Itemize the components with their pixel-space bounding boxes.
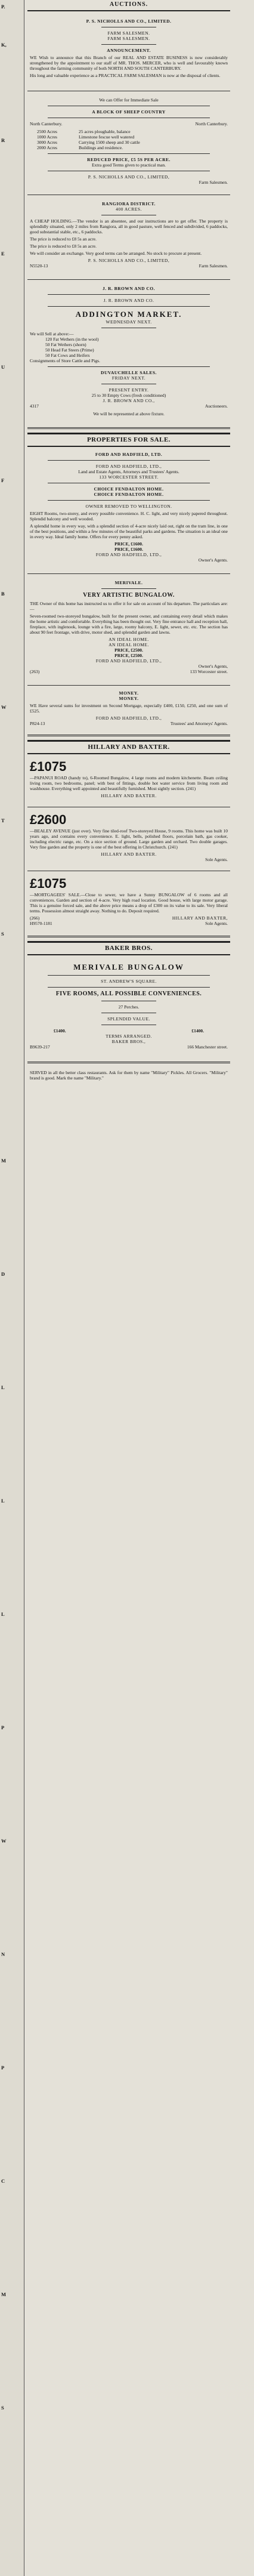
ad-body: Seven-roomed two-storeyed bungalow, built for the present owner, and containing every detail which makes the home artistic and comfortable. Everything has been thought out. Very fine entrance hall and reception hall, fireplace, with inglenook, lounge with a fire, large, roomy balcony, E. light, sewer, etc. etc. The section has about 90 feet frontage, with drive, motor shed, and splendid garden and lawns. — [30, 613, 228, 635]
firm-name: J. R. BROWN AND CO. — [103, 298, 154, 303]
left-gutter-column — [0, 0, 24, 2576]
gutter-fragment: F — [1, 477, 5, 483]
ad-subheading: ST. ANDREW'S SQUARE. — [101, 978, 157, 984]
ad-body: His long and valuable experience as a PRACTICAL FARM SALESMAN is now at the disposal of clients. — [30, 73, 221, 78]
price-line: PRICE, £1600. — [114, 546, 143, 552]
subheading: FARM SALESMEN. — [107, 36, 150, 41]
ad-body: —PAPANUI ROAD (handy to), 6-Roomed Bungalow, 4 large rooms and modern kitchenette. Beam ceiling living room, two bedrooms, panel; with best of fittings, double hot water service from living room and washhouse. Everything well appointed and beautifully furnished. Most sightly section. (241) — [30, 775, 228, 791]
ad-subheading: AN IDEAL HOME. — [109, 641, 149, 647]
gutter-fragment: W — [1, 704, 7, 710]
terms-line: Extra good Terms given to practical man. — [91, 162, 166, 168]
ad-heading: CHOICE FENDALTON HOME. — [94, 491, 164, 497]
price-line: PRICE, £2500. — [114, 647, 143, 653]
ad-reference: (266) — [30, 915, 40, 921]
sheep-country-ad — [27, 91, 230, 195]
signature-role: Farm Salesmen. — [199, 263, 228, 269]
section-size: 27 Perches. — [118, 1004, 140, 1010]
lot-item: 50 Fat Wethers (shorn) — [45, 341, 86, 347]
table-row: 2500 Acres 25 acres ploughable, balance — [37, 129, 131, 134]
signature-role: Sole Agents. — [205, 856, 228, 862]
firm-name: HILLARY AND BAXTER. — [101, 851, 157, 857]
ad-reference: (263) — [30, 668, 40, 674]
properties-banner: PROPERTIES FOR SALE. — [27, 433, 230, 447]
rangiora-ad — [27, 195, 230, 280]
ad-body: We will consider an exchange. Very good terms can be arranged. No stock to procure at present. — [30, 251, 202, 256]
ad-body: The price is reduced to £8 5s an acre. — [30, 236, 97, 242]
auction-column — [27, 0, 230, 1087]
sale-day: FRIDAY NEXT. — [111, 375, 146, 381]
signature-role: Farm Salesmen. — [199, 180, 228, 185]
firm-name: HILLARY AND BAXTER. — [101, 792, 157, 798]
table-row: 2000 Acres Buildings and residence. — [37, 145, 123, 150]
subheading: FARM SALESMEN. — [107, 30, 150, 36]
signature-role: Sole Agents. — [205, 920, 228, 926]
firm-name: FORD AND HADFIELD, LTD., — [95, 658, 162, 664]
ad-body: A CHEAP HOLDING.—The vendor is an absentee, and our instructions are to get offer. The property is splendidly situated, only 2 miles from Rangiora, all in good pasture, well fenced and subdivided, 6 paddocks, good substantial stable, etc., 6 paddocks. — [30, 218, 228, 235]
ad-body: SERVED in all the better class restaurants. Ask for them by name "Military" Pickles. All Grocers. "Military" brand is good. Mark the name "Military." — [30, 1069, 228, 1081]
gutter-fragment: P — [1, 1724, 5, 1730]
ad-body: The price is reduced to £8 5s an acre. — [30, 243, 97, 249]
baker-banner: BAKER BROS. — [27, 941, 230, 955]
firm-name: FORD AND HADFIELD, LTD. — [95, 451, 163, 457]
sale-day: WEDNESDAY NEXT. — [106, 319, 152, 325]
gutter-fragment: U — [1, 364, 5, 370]
ad-reference: B9639-217 — [30, 1044, 50, 1050]
gutter-fragment: P. — [1, 4, 5, 10]
nicholls-announcement-ad — [27, 11, 230, 91]
gutter-fragment: D — [1, 1271, 5, 1277]
ad-subheading: OWNER REMOVED TO WELLINGTON. — [85, 503, 172, 509]
price-line: PRICE, £2500. — [114, 652, 143, 658]
gutter-fragment: T — [1, 817, 5, 823]
gutter-fragment: E — [1, 251, 5, 257]
ad-body: EIGHT Rooms, two-storey, and every possible convenience. H. C. light, and very nicely papered throughout. Splendid balcony and well wooded. — [30, 510, 228, 522]
military-pickles-ad — [27, 1063, 230, 1087]
price-figure: £1075 — [30, 758, 67, 774]
gutter-fragment: K, — [1, 42, 7, 48]
firm-address: 133 WORCESTER STREET. — [99, 474, 159, 480]
gutter-fragment: N — [1, 1951, 5, 1957]
table-row: 1000 Acres Limestone fescue well watered — [37, 134, 135, 140]
ad-heading: PRESENT ENTRY. — [109, 387, 149, 393]
gutter-fragment: S — [1, 931, 4, 937]
gutter-fragment: L — [1, 1384, 5, 1390]
price-line: PRICE, £1600. — [114, 541, 143, 547]
merivale-bungalow-ad — [27, 574, 230, 686]
ad-title: VERY ARTISTIC BUNGALOW. — [83, 591, 175, 599]
ad-title: MERIVALE BUNGALOW — [73, 962, 184, 972]
ad-body: —MORTGAGEES' SALE.—Close to sewer, we have a Sunny BUNGALOW of 6 rooms and all conveniences. Garden and section of 4-acre. Very high road location. Good house, with large motor garage. This is a genuine forced sale, and the above price means a drop of £300 on its value to its sale. Very liberal terms. Possession almost straight away. Nothing to do. Deposit required. — [30, 891, 228, 914]
ad-reference: N5520-13 — [30, 263, 48, 269]
firm-name: J. R. BROWN AND CO., — [103, 397, 155, 403]
signature-role: Auctioneers. — [205, 403, 228, 409]
ad-subheading: AN IDEAL HOME. — [109, 636, 149, 642]
ad-heading: MONEY. — [119, 695, 139, 701]
consignment-note: Consignments of Store Cattle and Pigs. — [30, 357, 100, 363]
firm-role: Land and Estate Agents, Attorneys and Trustees' Agents. — [78, 468, 179, 474]
section-masthead: AUCTIONS. — [27, 0, 230, 11]
ad-intro: We can Offer for Immediate Sale — [99, 97, 159, 103]
acreage: 400 ACRES. — [116, 206, 142, 212]
firm-name: P. S. NICHOLLS AND CO., LIMITED, — [88, 174, 170, 180]
ad-body: —BEALEY AVENUE (just over). Very fine tiled-roof Two-storeyed House, 9 rooms. This home was built 10 years ago, and contains every convenience. E. light, bells, polished floors, porcelain bath, gas cooker, including electric range, etc. On a nice section of ground. Large garden and orchard. Two double garages. Very fine garden and the property is one of the best offering in Christchurch. (241) — [30, 828, 228, 850]
hillary-banner: HILLARY AND BAXTER. — [27, 740, 230, 754]
market-title: ADDINGTON MARKET. — [75, 310, 182, 319]
firm-name: HILLARY AND BAXTER, — [172, 915, 228, 921]
brown-auction-ad — [27, 280, 230, 429]
firm-name: J. R. BROWN AND CO. — [102, 286, 156, 291]
gutter-fragment: C — [1, 2178, 5, 2184]
price-line: REDUCED PRICE, £5 5S PER ACRE. — [87, 157, 171, 162]
terms-line: TERMS ARRANGED. — [106, 1033, 152, 1039]
firm-name: FORD AND HADFIELD, LTD., — [95, 551, 162, 557]
money-ad — [27, 686, 230, 736]
firm-name: FORD AND HADFIELD, LTD., — [95, 463, 162, 469]
firm-address: 133 Worcester street. — [190, 668, 228, 674]
gutter-fragment: M — [1, 2291, 7, 2297]
price-line: £1400. — [191, 1028, 204, 1034]
gutter-fragment: L — [1, 1498, 5, 1504]
gutter-fragment: B — [1, 591, 5, 597]
ad-reference: P824-13 — [30, 720, 45, 726]
ford-fendalton-ad — [27, 447, 230, 574]
ad-body: WE Have several sums for investment on Second Mortgage, especially £400, £150, £250, and one sum of £525. — [30, 702, 228, 714]
signature-role: Trustees' and Attorneys' Agents. — [170, 720, 228, 726]
firm-name: P. S. NICHOLLS AND CO., LIMITED. — [86, 18, 172, 24]
lot-item: 50 Head Fat Steers (Prime) — [45, 347, 94, 353]
acreage-table — [37, 129, 228, 150]
lot-item: 50 Fat Cows and Heifers — [45, 352, 90, 358]
gutter-fragment: R — [1, 137, 5, 143]
firm-name: FORD AND HADFIELD, LTD., — [95, 715, 162, 721]
ad-subheading: SPLENDID VALUE. — [107, 1016, 150, 1022]
gutter-fragment: M — [1, 1158, 7, 1164]
price-figure: £2600 — [30, 812, 67, 827]
ad-heading: A BLOCK OF SHEEP COUNTRY — [92, 109, 166, 115]
table-row: 3000 Acres Carrying 1500 sheep and 30 cattle — [37, 140, 140, 145]
price-line: £1400. — [54, 1028, 66, 1034]
place-label: North Canterbury. — [195, 121, 228, 127]
hillary-bealey-ad — [27, 807, 230, 871]
gutter-fragment: S — [1, 2405, 4, 2411]
hillary-mortgagee-ad — [27, 871, 230, 937]
ad-note: We will be represented at above fixture. — [93, 411, 165, 417]
gutter-fragment: L — [1, 1611, 5, 1617]
ad-heading: MONEY. — [119, 690, 139, 696]
ad-heading: FIVE ROOMS, ALL POSSIBLE CONVENIENCES. — [55, 990, 202, 997]
ad-heading: RANGIORA DISTRICT. — [102, 201, 156, 206]
baker-merivale-ad — [27, 955, 230, 1063]
ad-heading: ANNOUNCEMENT. — [107, 48, 151, 53]
signature-role: Owner's Agents. — [198, 557, 228, 563]
firm-name: BAKER BROS., — [111, 1038, 146, 1044]
ad-reference: 4317 — [30, 403, 39, 409]
ad-heading: MERIVALE. — [114, 579, 143, 585]
entry-line: 25 to 30 Empty Cows (fresh conditioned) — [91, 392, 166, 398]
ad-intro: We will Sell at above:— — [30, 331, 74, 337]
lot-item: 120 Fat Wethers (in the wool) — [45, 336, 99, 342]
gutter-fragment: P — [1, 2065, 5, 2071]
ad-heading: CHOICE FENDALTON HOME. — [94, 486, 164, 492]
ad-body: THE Owner of this home has instructed us to offer it for sale on account of his departure. The particulars are:— — [30, 600, 228, 612]
ad-body: A splendid home in every way, with a splendid section of 4-acre nicely laid out, right on the tram line, in one of the best positions, and within a few minutes of the beautiful parks and gardens. The situation is an ideal one in every way. Ideal family home. Offers for every penny asked. — [30, 523, 228, 539]
ad-heading: DUVAUCHELLE SALES. — [101, 369, 157, 375]
ad-body: WE Wish to announce that this Branch of our REAL AND ESTATE BUSINESS is now considerably strengthened by the appointment to our staff of MR. THOS. MERCER, who is well and favourably known throughout the farming community of both NORTH AND SOUTH CANTERBURY. — [30, 55, 228, 71]
firm-address: 166 Manchester street. — [187, 1044, 228, 1050]
gutter-fragment: W — [1, 1838, 7, 1844]
price-figure: £1075 — [30, 875, 67, 891]
firm-name: P. S. NICHOLLS AND CO., LIMITED, — [88, 258, 170, 263]
ad-reference: H9570-1181 — [30, 920, 52, 926]
place-label: North Canterbury. — [30, 121, 63, 127]
signature-role: Owner's Agents, — [198, 663, 228, 669]
hillary-papanui-ad — [27, 754, 230, 807]
